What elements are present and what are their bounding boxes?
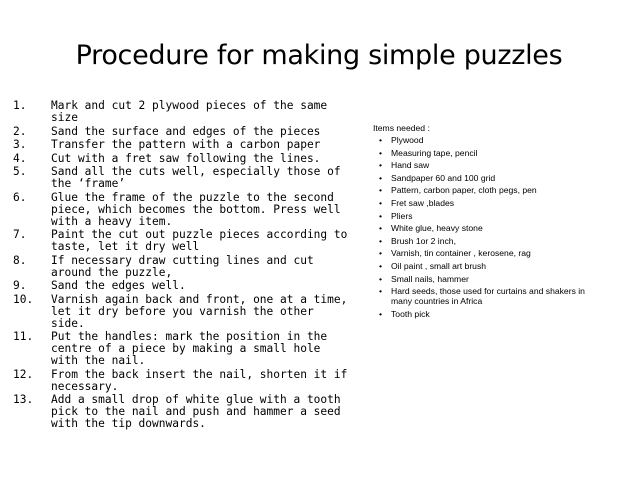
step-item xyxy=(13,294,353,330)
step-text: Add a small drop of white glue with a tooth pick to the nail and push and hammer a seed with the tip downwards. xyxy=(51,393,341,430)
list-item xyxy=(373,286,603,306)
item-text: Measuring tape, pencil xyxy=(391,147,478,158)
step-text: From the back insert the nail, shorten it if necessary. xyxy=(51,367,348,393)
list-item xyxy=(373,135,603,145)
list-item xyxy=(373,173,603,183)
list-item xyxy=(373,198,603,208)
step-item xyxy=(13,139,353,151)
item-text: Sandpaper 60 and 100 grid xyxy=(391,172,496,183)
list-item xyxy=(373,236,603,246)
bullet-icon: • xyxy=(379,223,383,234)
step-item xyxy=(13,369,353,393)
item-text: Pattern, carbon paper, cloth pegs, pen xyxy=(391,185,537,196)
bullet-icon: • xyxy=(379,235,383,246)
list-item xyxy=(373,211,603,221)
step-text: Sand the edges well. xyxy=(51,279,186,292)
step-item xyxy=(13,100,353,124)
step-number: 8. xyxy=(13,253,27,267)
item-text: Small nails, hammer xyxy=(391,273,469,284)
bullet-icon: • xyxy=(379,273,383,284)
items-needed-panel xyxy=(373,123,603,321)
item-text: Fret saw ,blades xyxy=(391,197,455,208)
step-text: Glue the frame of the puzzle to the second piece, which becomes the bottom. Press well with a heavy item. xyxy=(51,190,341,228)
step-number: 10. xyxy=(13,292,34,306)
bullet-icon: • xyxy=(379,172,383,183)
item-text: Hard seeds, those used for curtains and shakers in many countries in Africa xyxy=(391,286,585,307)
step-number: 11. xyxy=(13,330,34,343)
item-text: White glue, heavy stone xyxy=(391,223,483,234)
step-item xyxy=(13,229,353,253)
step-number: 6. xyxy=(13,190,27,204)
bullet-icon: • xyxy=(379,286,383,297)
bullet-icon: • xyxy=(379,210,383,221)
step-text: Put the handles: mark the position in the centre of a piece by making a small hole with the nail. xyxy=(51,330,328,367)
step-text: If necessary draw cutting lines and cut around the puzzle, xyxy=(51,253,314,279)
step-item xyxy=(13,280,353,292)
items-needed-heading: Items needed : xyxy=(373,123,430,133)
step-item xyxy=(13,394,353,430)
list-item xyxy=(373,274,603,284)
step-item xyxy=(13,126,353,138)
list-item xyxy=(373,261,603,271)
items-needed-list xyxy=(373,135,603,319)
step-item xyxy=(13,153,353,165)
item-text: Pliers xyxy=(391,210,413,221)
bullet-icon: • xyxy=(379,147,383,158)
slide-title: Procedure for making simple puzzles xyxy=(75,40,563,71)
step-number: 13. xyxy=(13,393,34,406)
step-number: 7. xyxy=(13,228,27,241)
step-text: Paint the cut out puzzle pieces according to taste, let it dry well xyxy=(51,228,348,253)
item-text: Tooth pick xyxy=(391,308,430,319)
step-item xyxy=(13,255,353,279)
bullet-icon: • xyxy=(379,160,383,171)
step-item xyxy=(13,331,353,367)
procedure-steps-list xyxy=(13,100,353,432)
item-text: Oil paint , small art brush xyxy=(391,260,487,271)
bullet-icon: • xyxy=(379,248,383,259)
step-number: 9. xyxy=(13,279,27,292)
list-item xyxy=(373,148,603,158)
step-text: Cut with a fret saw following the lines. xyxy=(51,151,321,165)
item-text: Brush 1or 2 inch, xyxy=(391,235,456,246)
step-number: 12. xyxy=(13,367,34,381)
item-text: Plywood xyxy=(391,135,424,145)
step-item xyxy=(13,166,353,190)
step-number: 1. xyxy=(13,99,27,112)
step-text: Transfer the pattern with a carbon paper xyxy=(51,138,321,151)
step-number: 5. xyxy=(13,165,27,178)
step-item xyxy=(13,192,353,228)
list-item xyxy=(373,160,603,170)
step-number: 4. xyxy=(13,151,27,165)
bullet-icon: • xyxy=(379,185,383,196)
item-text: Hand saw xyxy=(391,160,430,171)
step-text: Mark and cut 2 plywood pieces of the same size xyxy=(51,99,328,124)
step-number: 2. xyxy=(13,124,27,138)
bullet-icon: • xyxy=(379,197,383,208)
list-item xyxy=(373,185,603,195)
list-item xyxy=(373,223,603,233)
bullet-icon: • xyxy=(379,135,383,145)
step-text: Sand the surface and edges of the pieces xyxy=(51,124,321,138)
step-text: Sand all the cuts well, especially those of the ‘frame’ xyxy=(51,165,341,190)
list-item xyxy=(373,248,603,258)
item-text: Varnish, tin container , kerosene, rag xyxy=(391,248,531,259)
step-text: Varnish again back and front, one at a time, let it dry before you varnish the other side. xyxy=(51,292,348,330)
bullet-icon: • xyxy=(379,260,383,271)
bullet-icon: • xyxy=(379,308,383,319)
step-number: 3. xyxy=(13,138,27,151)
list-item xyxy=(373,309,603,319)
